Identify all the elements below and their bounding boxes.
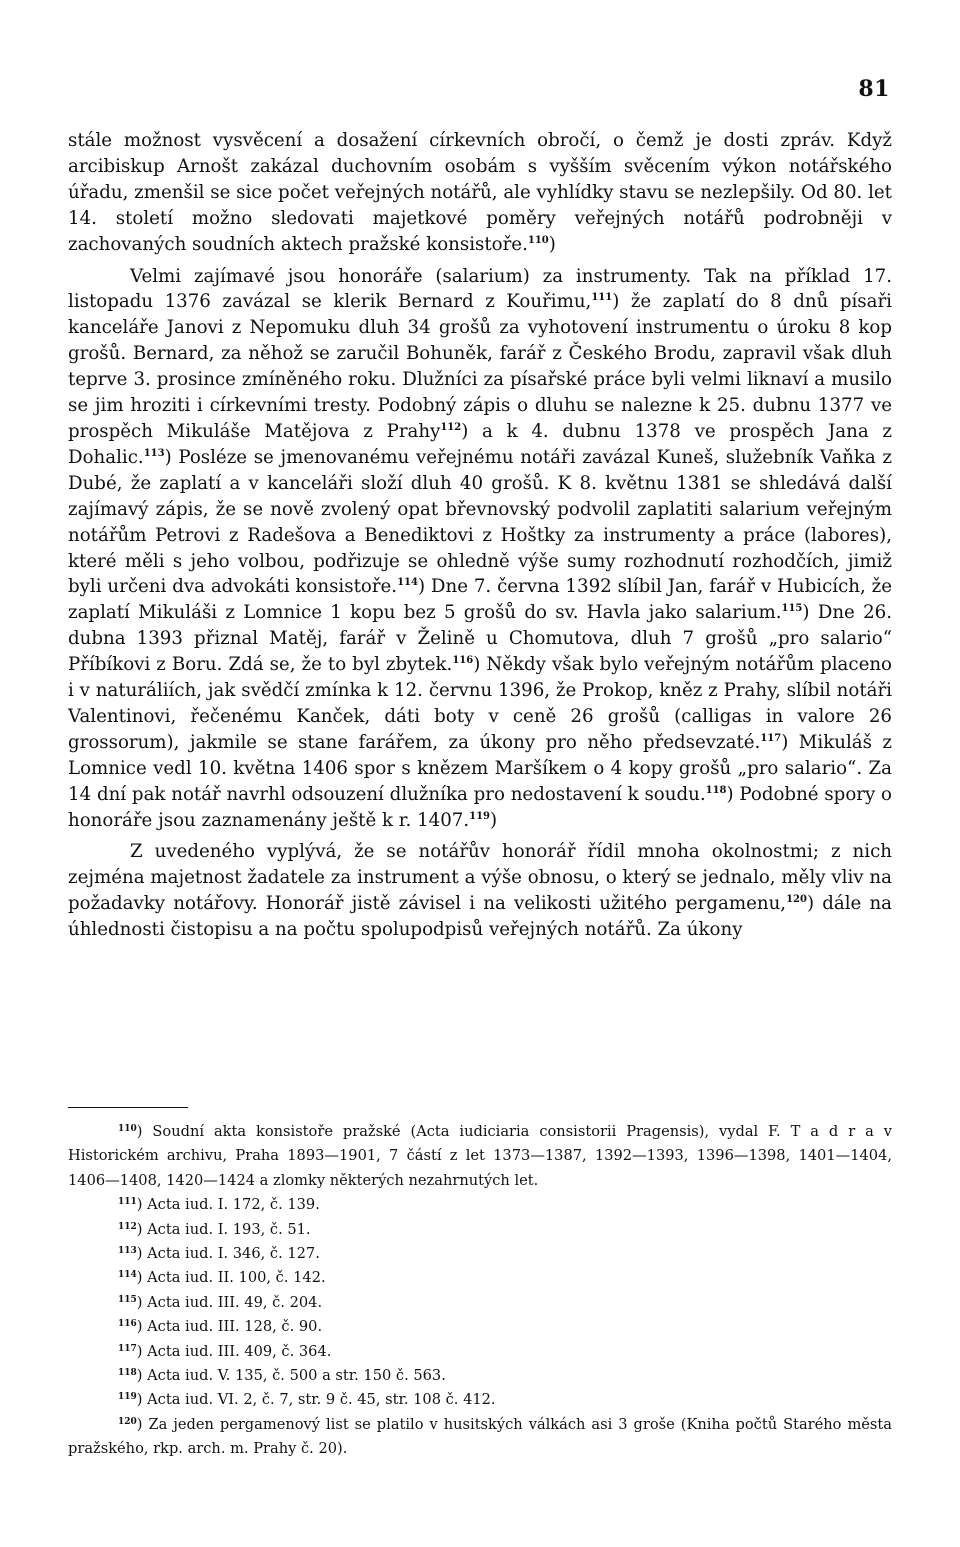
- paragraph-text: stále možnost vysvěcení a dosažení církevních obročí, o čemž je dosti zpráv. Když arcibiskup Arnošt zakázal duchovním osobám s vyšším svěcením výkon notářského úřadu, zmenšil se sice počet veřejných notářů, ale vyhlídky stavu se nezlepšily. Od 80. let 14. století možno sledovati majetkové poměry veřejných notářů podrobněji v zachovaných soudních aktech pražské konsistoře.: [68, 130, 892, 255]
- footnote-text: ) Za jeden pergamenový list se platilo v husitských válkách asi 3 groše (Kniha počtů Starého města pražského, rkp. arch. m. Prahy č. 20).: [68, 1415, 892, 1458]
- footnote-text: ) Acta iud. III. 128, č. 90.: [136, 1318, 323, 1336]
- footnote-number: 113: [118, 1246, 137, 1257]
- footnote: [68, 1242, 892, 1266]
- footnote-number: 112: [118, 1221, 137, 1232]
- footnote-reference: 118: [705, 784, 727, 796]
- page-number: 81: [858, 76, 890, 102]
- paragraph: [68, 128, 892, 258]
- footnote-text: ) Acta iud. I. 193, č. 51.: [136, 1220, 311, 1238]
- footnote-reference: 112: [440, 421, 462, 433]
- footnote: [68, 1193, 892, 1217]
- footnote-number: 116: [118, 1319, 137, 1330]
- paragraph-text: ) že zaplatí do 8 dnů písaři kanceláře Janovi z Nepomuku dluh 34 grošů za vyhotovení instrumentu o úroku 8 kop grošů. Bernard, za něhož se zaručil Bohuněk, farář z Českého Brodu, zapravil však dluh teprve 3. prosince zmíněného roku. Dlužníci za písařské práce byli velmi liknaví a musilo se jim hroziti i církevními tresty. Podobný zápis o dluhu se nalezne k 25. dubnu 1377 ve prospěch Mikuláše Matějova z Prahy: [68, 291, 892, 442]
- footnote: [68, 1120, 892, 1193]
- footnote-reference: 116: [452, 655, 474, 667]
- paragraph-text: Z uvedeného vyplývá, že se notářův honorář řídil mnoha okolnostmi; z nich zejména majetnost žadatele za instrument a výše obnosu, o který se jednalo, měly vliv na požadavky notářovy. Honorář jistě závisel i na velikosti užitého pergamenu,: [68, 841, 892, 915]
- footnote-number: 118: [118, 1368, 137, 1379]
- footnote: [68, 1413, 892, 1462]
- body-text: [68, 128, 892, 943]
- paragraph-text: ) dále na úhlednosti čistopisu a na počtu spolupodpisů veřejných notářů. Za úkony: [68, 893, 893, 941]
- paragraph: [68, 839, 892, 943]
- paragraph: [68, 264, 892, 834]
- footnote-text: ) Acta iud. III. 409, č. 364.: [136, 1342, 332, 1360]
- footnote-reference: 115: [781, 603, 803, 615]
- paragraph-text: ) Dne 26. dubna 1393 přiznal Matěj, farář v Želině u Chomutova, dluh 7 grošů „pro salario“ Příbíkovi z Boru. Zdá se, že to byl zbytek.: [68, 602, 892, 676]
- footnote: [68, 1218, 892, 1242]
- footnote-number: 119: [118, 1392, 137, 1403]
- footnote-reference: 117: [760, 732, 782, 744]
- footnote-text: ) Acta iud. VI. 2, č. 7, str. 9 č. 45, str. 108 č. 412.: [136, 1391, 496, 1409]
- footnote: [68, 1340, 892, 1364]
- footnote-reference: 110: [527, 234, 549, 246]
- footnote-reference: 113: [143, 447, 165, 459]
- footnote-number: 117: [118, 1343, 137, 1354]
- footnote: [68, 1315, 892, 1339]
- footnote-text: ) Acta iud. I. 172, č. 139.: [136, 1196, 320, 1214]
- footnote: [68, 1291, 892, 1315]
- paragraph-text: ) Někdy však bylo veřejným notářům placeno i v naturáliích, jak svědčí zmínka k 12. červnu 1396, že Prokop, kněz z Prahy, slíbil notáři Valentinovi, řečenému Kanček, dáti boty v ceně 26 grošů (calligas in valore 26 grossorum), jakmile se stane farářem, za úkony pro něho předsevzaté.: [68, 654, 892, 753]
- paragraph-text: ) Posléze se jmenovanému veřejnému notáři zavázal Kuneš, služebník Vaňka z Dubé, že zaplatí a v kanceláři složí dluh 40 grošů. K 8. květnu 1381 se shledává další zajímavý zápis, že se nově zvolený opat břevnovský podvolil zaplatiti salarium veřejným notářům Petrovi z Radešova a Benediktovi z Hoštky za instrumenty a práce (labores), které měli s jeho volbou, podřizuje se ohledně výše sumy rozhodnutí rozhodčích, jimiž byli určeni dva advokáti konsistoře.: [68, 446, 892, 598]
- footnote: [68, 1388, 892, 1412]
- footnote-reference: 111: [591, 292, 613, 304]
- paragraph-text: ) Dne 7. června 1392 slíbil Jan, farář v Hubicích, že zaplatí Mikuláši z Lomnice 1 kopu bez 5 grošů do sv. Havla jako salarium.: [68, 576, 892, 624]
- footnote-text: ) Acta iud. I. 346, č. 127.: [136, 1245, 320, 1263]
- footnote-number: 115: [118, 1294, 137, 1305]
- footnote: [68, 1266, 892, 1290]
- footnote-reference: 114: [397, 577, 418, 589]
- footnote-number: 110: [118, 1124, 137, 1134]
- paragraph-text: ): [548, 233, 556, 255]
- footnote-text: ) Acta iud. III. 49, č. 204.: [136, 1293, 323, 1311]
- footnote-separator: [68, 1107, 188, 1108]
- footnote-text: ) Soudní akta konsistoře pražské (Acta iudiciaria consistorii Pragensis), vydal F. T a d r a v Historickém archivu, Praha 1893—1901, 7 částí z let 1373—1387, 1392—1393, 1396—1398, 1401—1404, 1406—1408, 1420—1424 a zlomky některých nezahrnutých let.: [68, 1123, 892, 1189]
- footnotes: [68, 1120, 892, 1462]
- paragraph-text: ): [490, 809, 498, 831]
- footnote-number: 111: [118, 1197, 137, 1208]
- paragraph-text: Velmi zajímavé jsou honoráře (salarium) za instrumenty. Tak na příklad 17. listopadu 1376 zavázal se klerik Bernard z Kouřimu,: [68, 265, 892, 313]
- footnote-reference: 119: [469, 810, 491, 822]
- footnote-number: 120: [118, 1416, 137, 1427]
- footnote-text: ) Acta iud. V. 135, č. 500 a str. 150 č. 563.: [136, 1367, 446, 1385]
- paragraph-text: ) a k 4. dubnu 1378 ve prospěch Jana z Dohalic.: [68, 420, 892, 468]
- paragraph-text: ) Mikuláš z Lomnice vedl 10. května 1406 spor s knězem Maršíkem o 4 kopy grošů „pro salario“. Za 14 dní pak notář navrhl odsouzení dlužníka pro nedostavení k soudu.: [68, 731, 892, 805]
- footnote: [68, 1364, 892, 1388]
- paragraph-text: ) Podobné spory o honoráře jsou zaznamenány ještě k r. 1407.: [68, 783, 892, 831]
- footnote-text: ) Acta iud. II. 100, č. 142.: [136, 1269, 326, 1287]
- footnote-reference: 120: [786, 894, 807, 906]
- footnote-number: 114: [118, 1270, 137, 1281]
